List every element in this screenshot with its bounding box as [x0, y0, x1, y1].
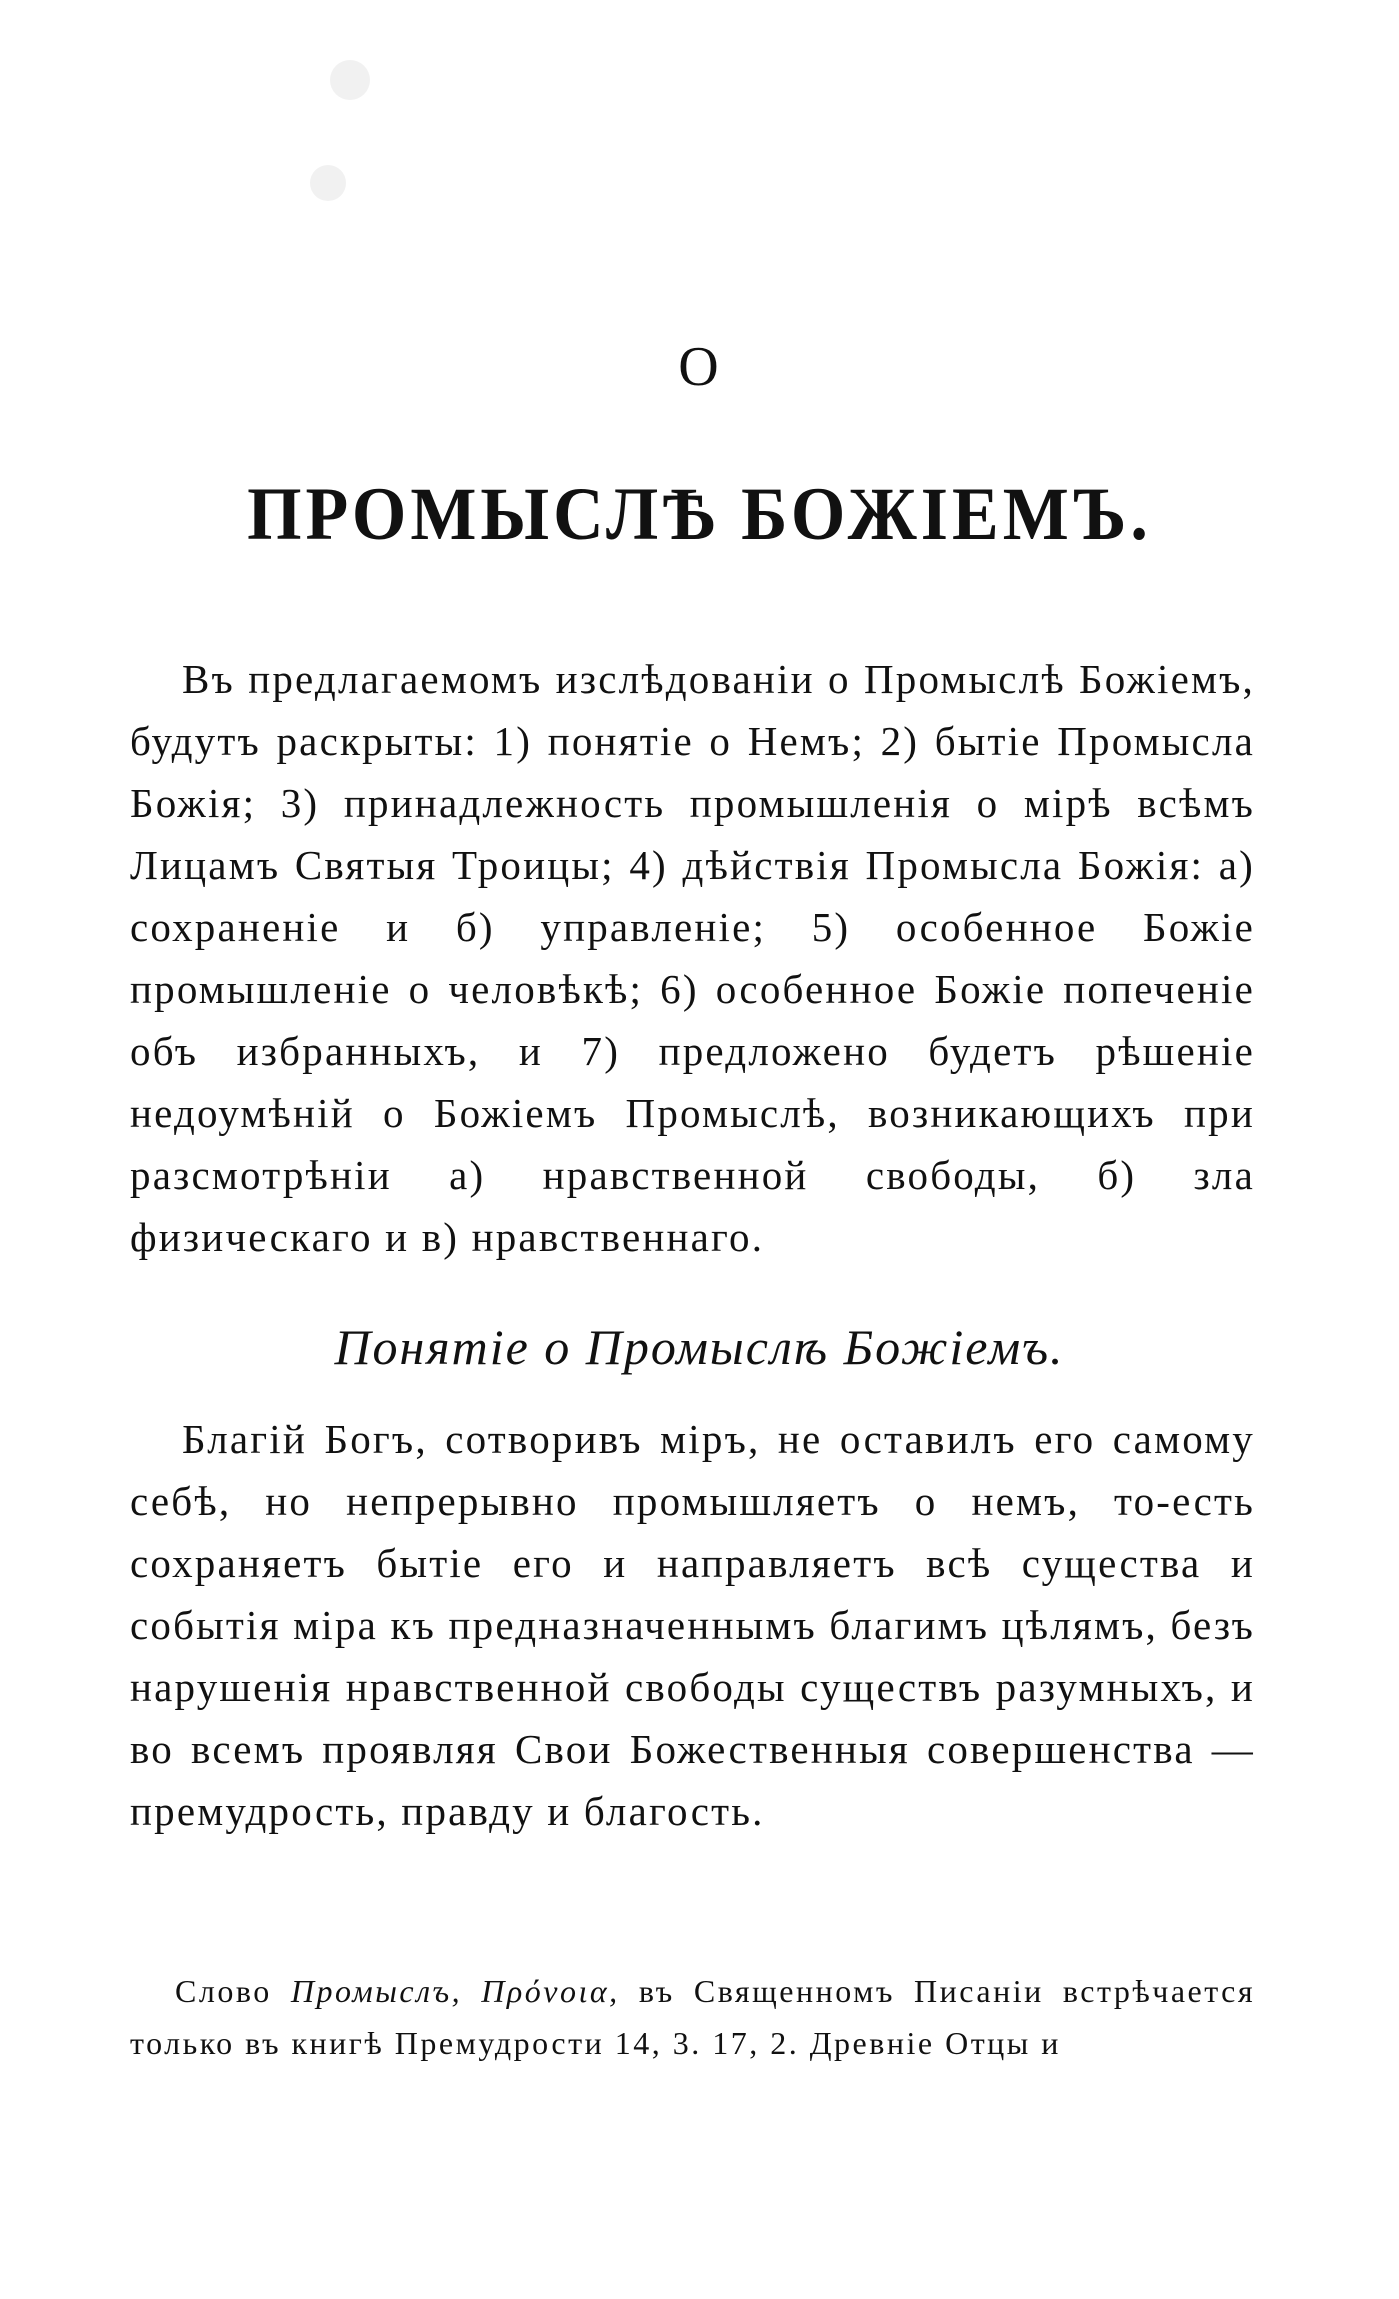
print-smudge — [330, 60, 370, 100]
intro-paragraph: Въ предлагаемомъ изслѣдованіи о Промыслѣ Божіемъ, будутъ раскрыты: 1) понятіе о Немъ; 2) бытіе Промысла Божія; 3) принадлежность промышленія о мірѣ всѣмъ Лицамъ Святыя Троицы; 4) дѣйствія Промысла Божія: а) сохраненіе и б) управленіе; 5) особенное Божіе промышленіе о человѣкѣ; 6) особенное Божіе попеченіе объ избранныхъ, и 7) предложено будетъ рѣшеніе недоумѣній о Божіемъ Промыслѣ, возникающихъ при разсмотрѣніи а) нравственной свободы, б) зла физическаго и в) нравственнаго. — [130, 656, 1255, 1260]
footnote-term-russian: Промыслъ, — [290, 1973, 463, 2009]
body-paragraph: Благій Богъ, сотворивъ міръ, не оставилъ его самому себѣ, но непрерывно промышляетъ о немъ, то-есть сохраняетъ бытіе его и направляетъ всѣ существа и событія міра къ предназначеннымъ благимъ цѣлямъ, безъ нарушенія нравственной свободы существъ разумныхъ, и во всемъ проявляя Свои Божественныя совершенства — премудрость, правду и благость. — [130, 1416, 1255, 1834]
page-title: ПРОМЫСЛѢ БОЖІЕМЪ. — [247, 473, 1152, 557]
section-heading: Понятіе о Промыслѣ Божіемъ. — [334, 1319, 1065, 1375]
footnote — [130, 1965, 1255, 2069]
footnote-term-greek: Πρόνοια, — [481, 1973, 620, 2009]
heading-preposition: О — [678, 336, 721, 398]
print-smudge — [310, 165, 346, 201]
footnote-lead: Слово — [175, 1973, 272, 2009]
footnote-text: въ Священномъ Писаніи встрѣчается только въ книгѣ Премудрости 14, 3. 17, 2. Древніе Отцы и — [130, 1973, 1256, 2061]
